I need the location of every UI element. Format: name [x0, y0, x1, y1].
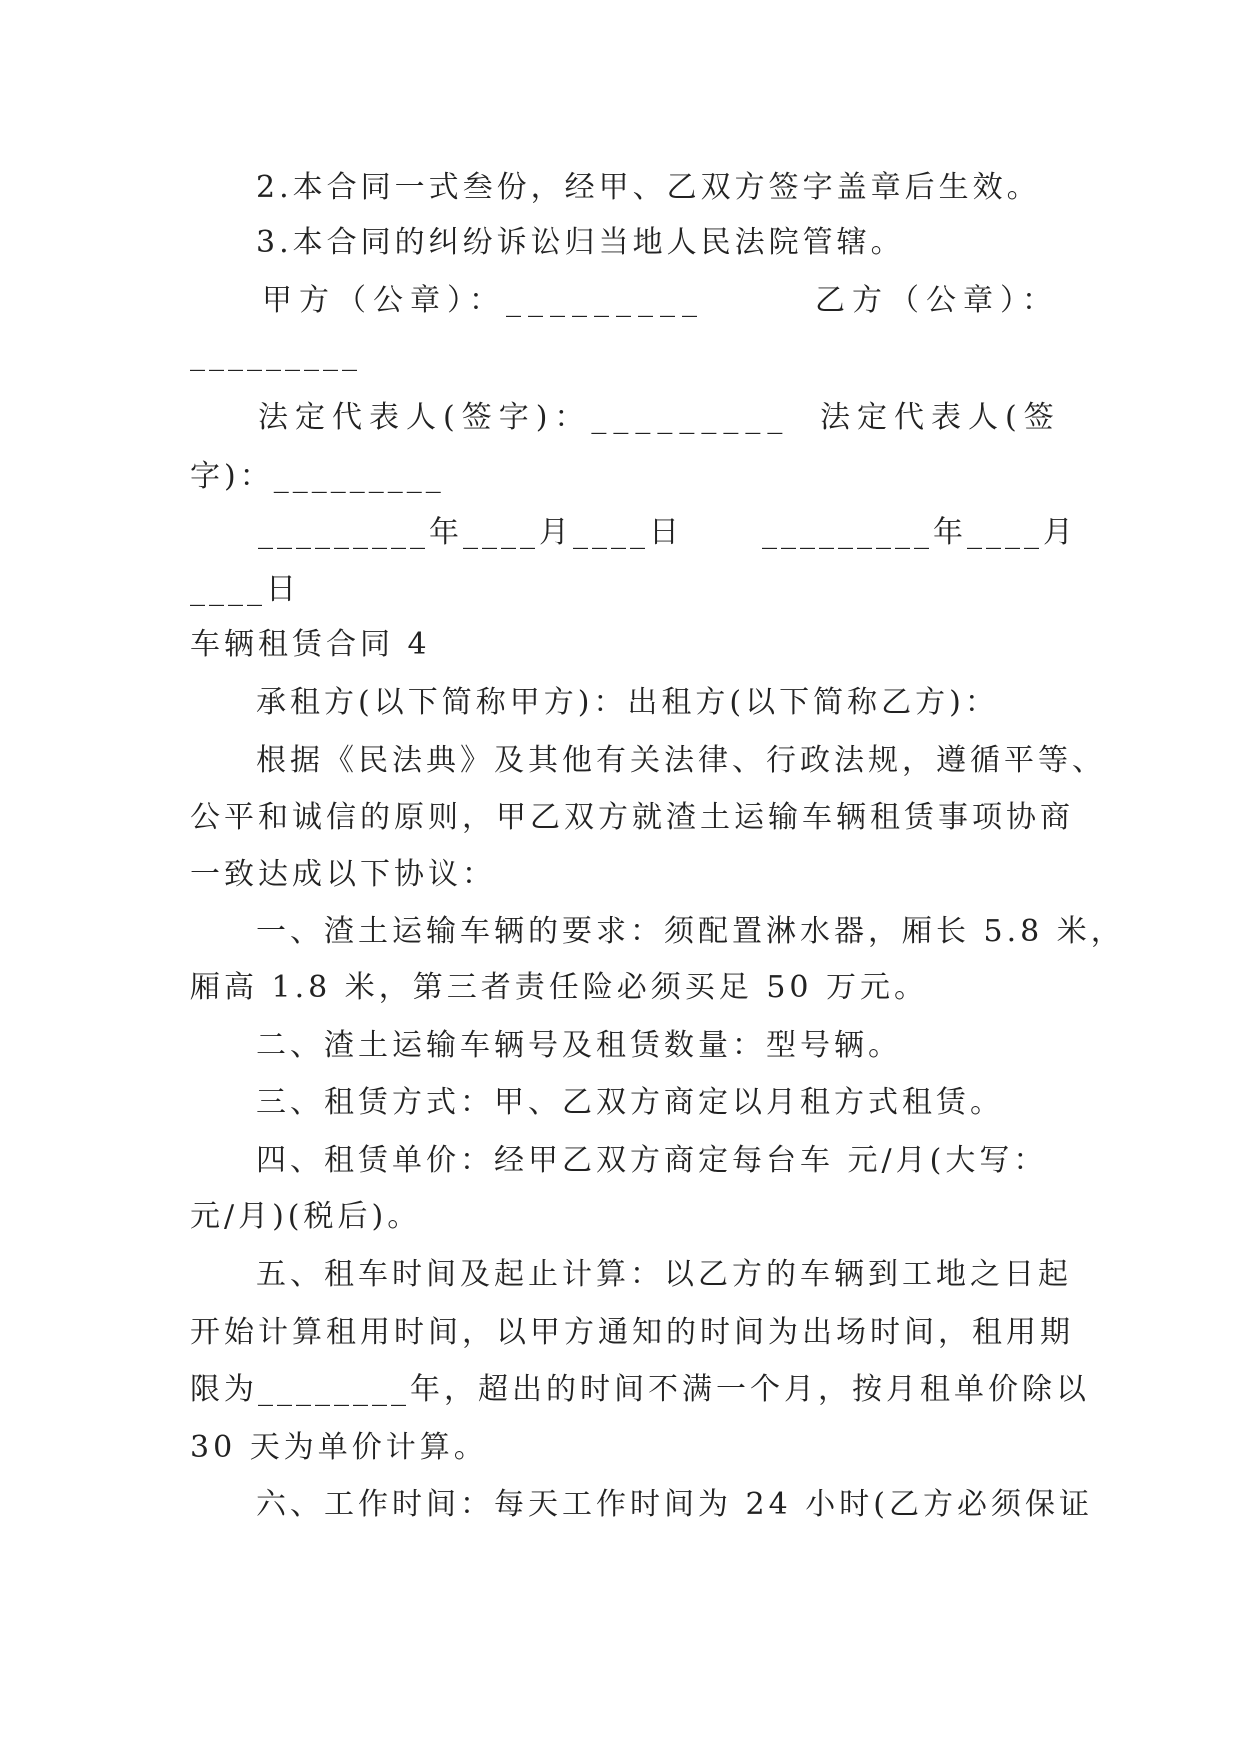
article-1-line-1: 一、渣土运输车辆的要求：须配置淋水器，厢长 5.8 米， [256, 914, 1125, 949]
article-2-text: 二、渣土运输车辆号及租赁数量：型号辆。 [256, 1028, 902, 1063]
article-5-line-4: 30 天为单价计算。 [190, 1430, 488, 1465]
preamble-line-3: 一致达成以下协议： [190, 857, 496, 892]
contract-heading: 车辆租赁合同 4 [190, 627, 431, 662]
article-4-line-2: 元/月)(税后)。 [190, 1199, 422, 1234]
clause-3-text: 3.本合同的纠纷诉讼归当地人民法院管辖。 [256, 225, 905, 260]
party-a-date-line: _________年____月____日 [258, 515, 683, 550]
party-b-seal-label: 乙方（公章）： [815, 283, 1059, 318]
party-b-seal-blank: _________ [190, 337, 361, 372]
preamble-line-2: 公平和诚信的原则，甲乙双方就渣土运输车辆租赁事项协商 [190, 800, 1074, 835]
article-3-text: 三、租赁方式：甲、乙双方商定以月租方式租赁。 [256, 1085, 1004, 1120]
preamble-line-1: 根据《民法典》及其他有关法律、行政法规，遵循平等、 [256, 743, 1106, 778]
article-4-line-1: 四、租赁单价：经甲乙双方商定每台车 元/月(大写： [256, 1143, 1048, 1178]
article-6-line-1: 六、工作时间：每天工作时间为 24 小时(乙方必须保证 [256, 1487, 1093, 1522]
party-b-date-line: _________年____月 [762, 515, 1077, 550]
article-1-line-2: 厢高 1.8 米，第三者责任险必须买足 50 万元。 [190, 970, 929, 1005]
article-5-line-1: 五、租车时间及起止计算：以乙方的车辆到工地之日起 [256, 1257, 1072, 1292]
party-b-representative-continued: 字)：_________ [190, 459, 445, 494]
party-b-representative-label: 法定代表人(签 [820, 400, 1061, 435]
clause-2-text: 2.本合同一式叁份，经甲、乙双方签字盖章后生效。 [256, 170, 1041, 205]
parties-line: 承租方(以下简称甲方)：出租方(以下简称乙方)： [256, 685, 999, 720]
party-a-representative-label: 法定代表人(签字)：_________ [258, 400, 790, 435]
article-5-line-3: 限为________年，超出的时间不满一个月，按月租单价除以 [190, 1372, 1090, 1407]
article-5-line-2: 开始计算租用时间，以甲方通知的时间为出场时间，租用期 [190, 1315, 1074, 1350]
party-a-seal-label: 甲方（公章）：_________ [262, 283, 704, 318]
party-b-date-continued: ____日 [190, 572, 300, 607]
